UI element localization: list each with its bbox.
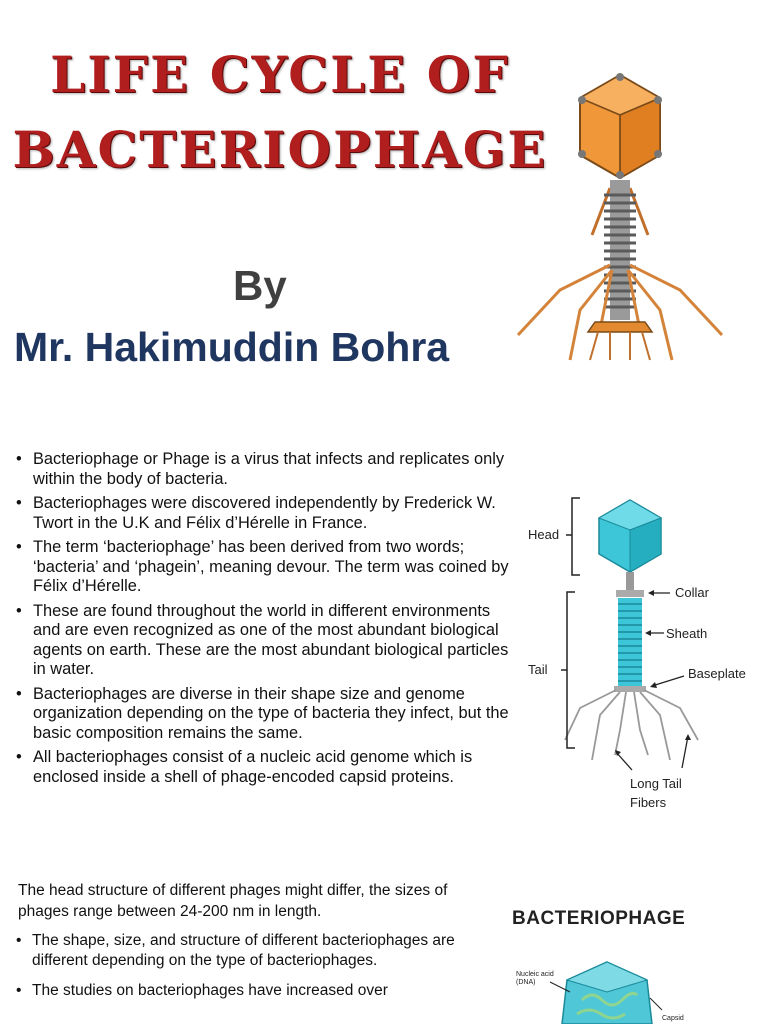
byline-by: By (233, 262, 287, 309)
list-item: • All bacteriophages consist of a nucleic acid genome which is enclosed inside a shell of phage-encoded capsid proteins. (14, 748, 514, 787)
head-structure-paragraph: The head structure of different phages might differ, the sizes of phages range between 24-200 nm in length. (18, 882, 448, 920)
author-name: Mr. Hakimuddin Bohra (14, 324, 450, 370)
list-item: • The term ‘bacteriophage’ has been derived from two words; ‘bacteria’ and ‘phagein’, meaning devour. The term was coined by Félix d’Hérelle. (14, 538, 514, 597)
label-sheath: Sheath (666, 626, 708, 641)
list-item: • Bacteriophages are diverse in their shape size and genome organization depending on the type of bacteria they infect, but the basic composition remains the same. (14, 685, 514, 744)
list-item: • Bacteriophage or Phage is a virus that infects and replicates only within the body of bacteria. (14, 450, 514, 489)
bacteriophage-head-illustration (512, 950, 712, 1024)
intro-bullet-list (14, 450, 514, 792)
title-line-1: LIFE CYCLE OF (50, 45, 510, 104)
list-item: • The studies on bacteriophages have increased over (16, 981, 476, 1001)
label-nucleic-acid-line2: (DNA) (516, 979, 536, 986)
label-baseplate: Baseplate (688, 666, 746, 681)
label-tail: Tail (528, 662, 548, 677)
label-head: Head (528, 527, 560, 542)
label-fibers-line2: Fibers (630, 795, 667, 810)
list-item: • Bacteriophages were discovered independently by Frederick W. Twort in the U.K and Félix d’Hérelle in France. (14, 494, 514, 533)
shape-bullet-list (16, 931, 476, 1011)
list-item: • These are found throughout the world in different environments and are even recognized as one of the most abundant biological agents on earth. These are the most abundant biological particles in water. (14, 602, 514, 680)
list-item: • The shape, size, and structure of different bacteriophages are different depending on the type of bacteriophages. (16, 931, 476, 971)
label-fibers-line1: Long Tail (630, 776, 682, 791)
phage-illustration (500, 60, 740, 375)
label-collar: Collar (675, 585, 709, 600)
phage-structure-diagram (520, 490, 765, 820)
label-nucleic-acid-line1: Nucleic acid (516, 971, 554, 978)
bacteriophage-figure-heading: BACTERIOPHAGE (512, 908, 686, 929)
label-capsid: Capsid (662, 1015, 684, 1022)
title-line-2: BACTERIOPHAGE (12, 120, 548, 179)
